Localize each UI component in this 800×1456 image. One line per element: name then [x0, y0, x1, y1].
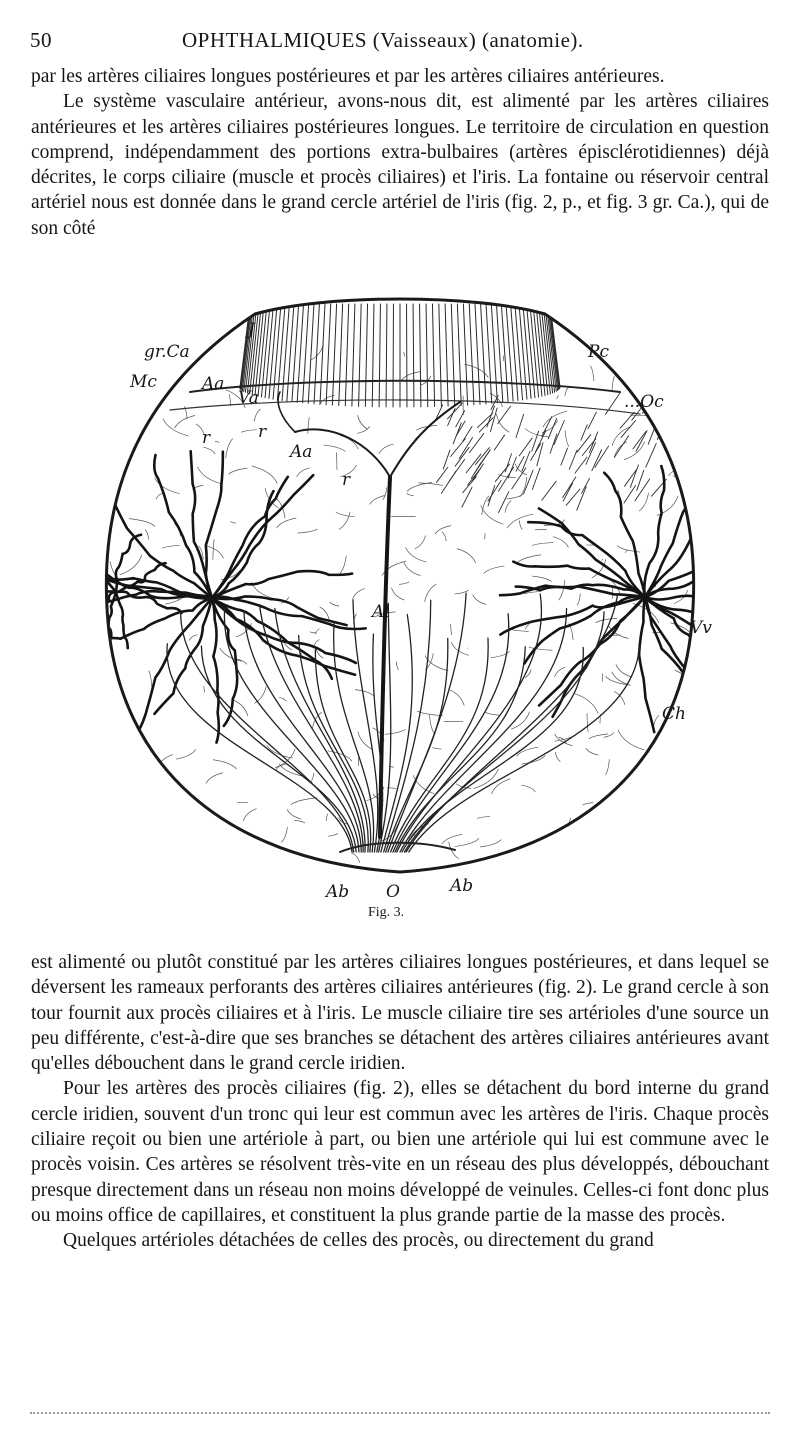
capillary-stroke — [614, 692, 624, 705]
capillary-stroke — [442, 532, 446, 541]
ciliary-stripe — [426, 304, 428, 407]
capillary-stroke — [215, 441, 219, 442]
capillary-stroke — [521, 849, 532, 854]
capillary-stroke — [230, 522, 235, 524]
vortex-vein-branch — [206, 452, 223, 598]
hatch-stroke — [621, 421, 636, 438]
capillary-stroke — [336, 512, 354, 517]
capillary-stroke — [355, 690, 373, 696]
ciliary-stripe — [320, 304, 325, 404]
artery-branch — [390, 402, 460, 477]
capillary-stroke — [612, 376, 614, 391]
capillary-stroke — [124, 401, 147, 408]
capillary-stroke — [639, 493, 648, 511]
capillary-stroke — [529, 647, 552, 650]
hatch-stroke — [614, 436, 628, 458]
capillary-stroke — [291, 798, 317, 805]
paragraph: Quelques artérioles détachées de celles des procès, ou directement du grand — [63, 1230, 654, 1252]
capillary-stroke — [455, 838, 479, 846]
capillary-stroke — [287, 810, 301, 819]
capillary-stroke — [358, 415, 367, 428]
ciliary-stripe — [463, 304, 467, 405]
capillary-stroke — [451, 624, 452, 635]
capillary-stroke — [449, 690, 464, 706]
capillary-stroke — [591, 366, 594, 381]
capillary-stroke — [555, 752, 560, 761]
capillary-stroke — [157, 829, 162, 839]
capillary-stroke — [559, 580, 565, 600]
capillary-stroke — [618, 730, 644, 750]
capillary-stroke — [198, 467, 222, 484]
hatch-stroke — [648, 428, 655, 445]
hatch-stroke — [532, 468, 540, 490]
label-gr-ca: gr.Ca — [144, 342, 190, 362]
capillary-stroke — [379, 444, 393, 453]
capillary-stroke — [281, 827, 287, 842]
capillary-stroke — [521, 785, 535, 792]
capillary-stroke — [533, 543, 554, 546]
capillary-stroke — [370, 496, 385, 505]
capillary-stroke — [396, 662, 398, 670]
capillary-stroke — [149, 671, 152, 687]
capillary-stroke — [425, 656, 448, 671]
hatch-stroke — [463, 426, 472, 441]
label-al: Al — [372, 602, 390, 622]
ciliary-stripe — [303, 304, 309, 403]
label-ab-right: Ab — [450, 876, 474, 896]
label-pc: Pc — [588, 342, 609, 362]
vortex-vein-branch — [212, 571, 352, 598]
hatch-stroke — [575, 457, 587, 473]
capillary-stroke — [565, 388, 569, 396]
hatch-stroke — [468, 468, 481, 485]
capillary-stroke — [637, 798, 657, 815]
hatch-stroke — [592, 450, 602, 471]
capillary-stroke — [252, 466, 278, 483]
vortex-vein-branch — [524, 597, 645, 664]
choroidal-vein — [244, 612, 361, 852]
choroidal-vein — [275, 608, 365, 852]
figure-caption: Fig. 3. — [368, 905, 405, 920]
hatch-stroke — [636, 431, 647, 452]
capillary-stroke — [473, 595, 486, 604]
hatch-stroke — [633, 432, 646, 449]
capillary-stroke — [478, 816, 490, 818]
label-r-mid: r — [258, 422, 267, 442]
capillary-stroke — [358, 427, 370, 434]
ciliary-stripe — [445, 304, 448, 406]
vortex-vein-branch — [645, 597, 720, 710]
hatch-stroke — [577, 435, 591, 453]
capillary-stroke — [392, 588, 405, 600]
hatch-stroke — [453, 423, 461, 444]
footer-rule — [30, 1412, 770, 1414]
vortex-vein-branch — [500, 597, 645, 635]
hatch-stroke — [588, 412, 596, 429]
running-title: OPHTHALMIQUES (Vaisseaux) (anatomie). — [182, 28, 584, 52]
capillary-stroke — [145, 530, 149, 540]
hatch-stroke — [577, 487, 586, 511]
capillary-stroke — [406, 548, 427, 562]
label-vv: Vv — [690, 618, 712, 638]
choroidal-vein — [391, 638, 489, 852]
capillary-stroke — [385, 729, 405, 734]
choroidal-vein — [400, 608, 567, 852]
hatch-stroke — [658, 410, 667, 431]
ciliary-stripe — [332, 304, 336, 405]
capillary-stroke — [457, 549, 475, 563]
ciliary-stripe — [386, 304, 387, 407]
ciliary-stripe — [277, 304, 285, 400]
ciliary-stripe — [379, 304, 380, 407]
capillary-stroke — [589, 734, 607, 739]
hatch-stroke — [535, 430, 546, 452]
capillary-stroke — [673, 786, 681, 792]
ciliary-stripe — [457, 304, 461, 405]
capillary-stroke — [129, 519, 154, 527]
capillary-stroke — [593, 839, 614, 849]
hatch-stroke — [512, 468, 526, 489]
vortex-vein-branch — [212, 596, 347, 625]
capillary-stroke — [417, 711, 442, 716]
capillary-stroke — [163, 419, 188, 436]
capillary-stroke — [352, 853, 360, 863]
label-ab-left: Ab — [326, 882, 350, 902]
capillary-stroke — [206, 773, 222, 783]
capillary-stroke — [297, 468, 310, 477]
hatch-stroke — [561, 448, 568, 465]
capillary-stroke — [125, 796, 147, 797]
capillary-stroke — [128, 733, 143, 752]
vortex-vein-branch — [154, 598, 212, 714]
capillary-stroke — [226, 439, 233, 458]
hatch-stroke — [516, 414, 524, 437]
label-oc: ...Oc — [624, 392, 664, 412]
capillary-stroke — [565, 430, 569, 446]
paragraph: est alimenté ou plutôt constitué par les artères ciliaires longues postérieures, et dans lequel se déversent les rameaux perforants des artères ciliaires antérieures (fig. 2). Le grand cercle à son tour fournit aux procès ciliaires et à l'iris. Le muscle ciliaire tire ses artérioles d'une source un peu différente, c'est-à-dire que ses branches se détachent des artères ciliaires antérieures avant qu'elles débouchent dans le grand cercle iridien. — [31, 952, 769, 1075]
hatch-stroke — [646, 443, 656, 467]
vortex-vein-branch — [131, 598, 212, 742]
capillary-stroke — [353, 589, 365, 599]
label-o: O — [386, 882, 400, 902]
hatch-stroke — [524, 470, 533, 493]
capillary-stroke — [606, 759, 610, 774]
capillary-stroke — [430, 715, 435, 734]
hatch-stroke — [499, 492, 509, 513]
hatch-stroke — [487, 406, 495, 427]
ciliary-stripe — [432, 304, 434, 407]
capillary-stroke — [676, 750, 680, 760]
hatch-stroke — [581, 425, 587, 440]
vortex-vein-branch — [212, 477, 288, 598]
paragraph: par les artères ciliaires longues postérieures et par les artères ciliaires antérieures. — [31, 66, 665, 87]
capillary-stroke — [338, 556, 346, 575]
capillary-stroke — [310, 632, 316, 633]
hatch-stroke — [505, 454, 511, 472]
vortex-vein-branch — [539, 508, 645, 597]
figure-eye-vessels — [80, 292, 720, 932]
capillary-stroke — [308, 418, 309, 434]
capillary-stroke — [639, 355, 643, 361]
capillary-stroke — [587, 714, 588, 732]
capillary-stroke — [553, 537, 568, 547]
ciliary-stripe — [413, 304, 414, 407]
hatch-stroke — [637, 470, 644, 490]
capillary-stroke — [616, 665, 632, 678]
capillary-stroke — [517, 555, 541, 563]
capillary-stroke — [583, 803, 593, 805]
capillary-stroke — [96, 362, 120, 364]
ciliary-stripe — [372, 304, 374, 407]
capillary-stroke — [277, 518, 296, 528]
ciliary-stripe — [475, 304, 480, 404]
capillary-stroke — [626, 550, 628, 552]
capillary-stroke — [557, 396, 558, 399]
capillary-stroke — [175, 415, 195, 428]
ciliary-stripe — [345, 304, 348, 406]
capillary-stroke — [525, 625, 529, 629]
capillary-stroke — [407, 493, 414, 495]
capillary-stroke — [120, 555, 142, 575]
capillary-stroke — [505, 501, 511, 512]
text-block-top — [31, 64, 769, 241]
ciliary-stripe — [326, 304, 331, 405]
hatch-stroke — [569, 450, 577, 469]
capillary-stroke — [480, 840, 501, 847]
capillary-stroke — [486, 712, 501, 715]
capillary-stroke — [442, 834, 462, 843]
ciliary-stripe — [519, 304, 527, 399]
label-aa-upper: Aa — [202, 374, 225, 394]
vortex-vein-branch — [513, 562, 645, 597]
choroidal-vein — [393, 614, 509, 852]
capillary-stroke — [399, 582, 409, 584]
capillary-stroke — [596, 618, 617, 622]
ciliary-stripe — [451, 304, 454, 406]
capillary-stroke — [555, 667, 565, 676]
capillary-stroke — [586, 748, 598, 755]
capillary-stroke — [604, 733, 614, 738]
label-r-center: r — [342, 470, 351, 490]
page-header — [30, 28, 770, 56]
hatch-stroke — [563, 477, 576, 498]
hatch-stroke — [459, 437, 472, 458]
capillary-stroke — [298, 529, 317, 533]
capillary-stroke — [404, 352, 405, 356]
ciliary-stripe — [365, 304, 367, 407]
capillary-stroke — [162, 545, 179, 548]
capillary-stroke — [336, 453, 337, 470]
hatch-stroke — [586, 443, 595, 465]
hatch-stroke — [595, 446, 609, 467]
capillary-stroke — [474, 769, 498, 788]
capillary-stroke — [295, 820, 305, 822]
hatch-stroke — [463, 477, 477, 493]
hatch-stroke — [537, 443, 543, 466]
capillary-stroke — [415, 536, 425, 549]
label-va: Va — [238, 388, 259, 408]
hatch-stroke — [443, 450, 450, 469]
capillary-stroke — [189, 635, 197, 641]
choroidal-vein — [181, 612, 354, 852]
hatch-stroke — [519, 438, 532, 456]
capillary-stroke — [204, 686, 205, 692]
label-mc: Mc — [130, 372, 157, 392]
capillary-stroke — [617, 546, 639, 552]
capillary-stroke — [328, 833, 337, 836]
capillary-stroke — [654, 715, 659, 726]
capillary-stroke — [519, 521, 522, 530]
capillary-stroke — [383, 488, 387, 500]
hatch-stroke — [462, 487, 472, 507]
hatch-stroke — [563, 483, 572, 501]
capillary-stroke — [484, 566, 504, 573]
capillary-stroke — [213, 540, 214, 560]
hatch-stroke — [582, 478, 590, 493]
capillary-stroke — [226, 832, 234, 833]
hatch-stroke — [550, 434, 557, 453]
capillary-stroke — [533, 576, 552, 581]
hatch-stroke — [449, 459, 464, 481]
hatch-stroke — [542, 481, 556, 500]
ciliary-stripe — [515, 304, 523, 400]
hatch-stroke — [436, 467, 447, 482]
capillary-stroke — [176, 750, 195, 760]
capillary-stroke — [404, 563, 420, 576]
capillary-stroke — [602, 559, 603, 560]
capillary-stroke — [624, 442, 644, 460]
capillary-stroke — [481, 506, 503, 525]
capillary-stroke — [229, 468, 247, 474]
capillary-stroke — [433, 748, 441, 750]
page-number: 50 — [30, 28, 52, 52]
capillary-stroke — [279, 697, 286, 701]
capillary-stroke — [316, 629, 320, 634]
label-r-left: r — [202, 428, 211, 448]
capillary-stroke — [138, 791, 161, 803]
ciliary-stripe — [469, 304, 474, 405]
ciliary-stripe — [491, 304, 497, 403]
capillary-stroke — [204, 447, 215, 454]
label-aa-lower: Aa — [290, 442, 313, 462]
ciliary-stripe — [420, 304, 421, 407]
hatch-stroke — [624, 486, 635, 504]
hatch-stroke — [470, 433, 484, 452]
vortex-vein-branch — [116, 592, 128, 648]
ciliary-stripe — [308, 304, 314, 403]
ciliary-stripe — [359, 304, 362, 406]
capillary-stroke — [326, 814, 327, 820]
capillary-stroke — [213, 760, 236, 769]
capillary-stroke — [402, 372, 420, 381]
label-ch: Ch — [662, 704, 686, 724]
paragraph: Pour les artères des procès ciliaires (fig. 2), elles se détachent du bord interne du grand cercle iridien, souvent d'un tronc qui leur est commun avec les artères de l'iris. Chaque procès ciliaire reçoit ou bien une artériole à part, ou bien une artériole qui lui est commune avec le procès voisin. Ces artères se résolvent très-vite en un réseau des plus développés, débouchant presque directement dans un réseau non moins développé de veinules. Celles-ci font donc plus ou moins office de capillaires, et constituent la plus grande partie de la masse des procès. — [31, 1078, 769, 1226]
hatch-stroke — [494, 435, 504, 450]
ciliary-stripe — [352, 304, 355, 406]
capillary-stroke — [647, 360, 665, 370]
capillary-stroke — [324, 445, 345, 451]
ciliary-stripe — [339, 304, 343, 405]
capillary-stroke — [241, 430, 256, 433]
capillary-stroke — [207, 546, 224, 558]
capillary-stroke — [491, 779, 510, 794]
eye-vascular-illustration — [80, 292, 720, 932]
hatch-stroke — [498, 406, 511, 424]
capillary-stroke — [254, 409, 260, 421]
vortex-vein-branch — [212, 598, 219, 743]
choroidal-vein — [259, 605, 363, 852]
capillary-stroke — [407, 482, 432, 491]
ciliary-stripe — [439, 304, 442, 406]
hatch-stroke — [624, 470, 636, 486]
capillary-stroke — [425, 584, 436, 601]
capillary-stroke — [648, 794, 658, 799]
ciliary-stripe — [486, 304, 492, 403]
vortex-vein-branch — [191, 451, 212, 598]
text-block-bottom — [31, 950, 769, 1254]
ciliary-stripe — [481, 304, 486, 404]
capillary-stroke — [260, 851, 270, 862]
capillary-stroke — [677, 742, 680, 747]
capillary-stroke — [330, 602, 339, 606]
paragraph: Le système vasculaire antérieur, avons-nous dit, est alimenté par les artères ciliaires antérieures et les artères ciliaires postérieures longues. Le territoire de circulation en question comprend, indépendamment des portions extra-bulbaires (artères épisclérotidiennes) déjà décrites, le corps ciliaire (muscle et procès ciliaires) et l'iris. La fontaine ou réservoir central artériel nous est donnée dans le grand cercle artériel de l'iris (fig. 2, p., et fig. 3 gr. Ca.), qui de son côté — [31, 91, 769, 239]
capillary-stroke — [574, 694, 598, 714]
capillary-stroke — [243, 809, 256, 821]
capillary-stroke — [577, 594, 580, 605]
label-J: J — [248, 320, 255, 340]
